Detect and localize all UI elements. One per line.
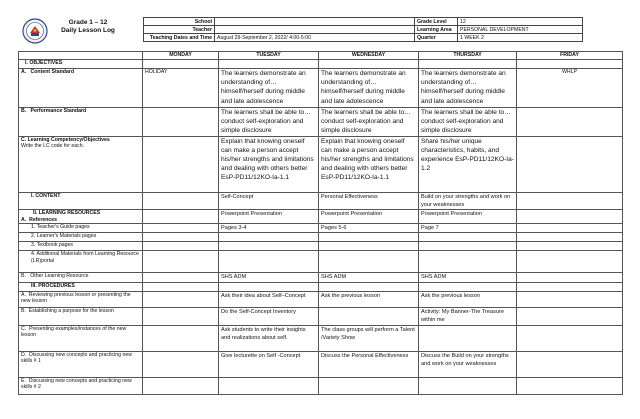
procedure-e-row: [19, 377, 623, 394]
other-thu: SHS ADM: [419, 273, 517, 282]
objectives-row: [19, 60, 623, 69]
pc-wed: The class groups will perform a Talent /Variety Show: [319, 325, 419, 351]
procedure-a-row: [19, 291, 623, 307]
quarter-label: Quarter: [415, 34, 458, 42]
pa-tue: Ask their idea about Self–Concept: [219, 291, 319, 307]
pb-thu: Activity: My Banner-The Treasure within me: [419, 307, 517, 325]
school-value: [215, 18, 415, 26]
pa-thu: Ask the previous lesson: [419, 291, 517, 307]
day-wednesday: WEDNESDAY: [319, 52, 419, 60]
content-standard-thu: The learners demonstrate an understanding of… himself/herself during middle and late adolescence: [419, 69, 517, 108]
performance-standard-thu: The learners shall be able to… conduct self-exploration and simple disclosure: [419, 108, 517, 137]
competency-thu: Share his/her unique characteristics, habits, and experience EsP-PD11/12KO-Ia-1.2: [419, 136, 517, 192]
pd-wed: Discuss the Personal Effectiveness: [319, 351, 419, 377]
school-label: School: [144, 18, 215, 26]
dates-value: August 29-September 2, 2022/ 4:00-5:00: [215, 34, 415, 42]
tg-row: [19, 224, 623, 233]
teacher-value: [215, 26, 415, 34]
other-resource-row: [19, 273, 623, 282]
procedure-a-label: A. Reviewing previous lesson or presenting the new lesson: [19, 291, 143, 307]
pb-tue: Do the Self-Concept Inventory: [219, 307, 319, 325]
competency-note: Write the LC code for each.: [21, 143, 85, 150]
header-info-table: [143, 17, 583, 42]
competency-wed: Explain that knowing oneself can make a person accept his/her strengths and limitations and dealing with others better EsP-PD11/12KO-Ia-1.1: [319, 136, 419, 192]
procedures-heading: III. PROCEDURES: [19, 282, 143, 291]
dates-label: Teaching Dates and Time: [144, 34, 215, 42]
resources-heading: II. LEARNING RESOURCES A. References: [19, 210, 143, 224]
procedure-b-row: [19, 307, 623, 325]
tb-label: 3. Textbook pages: [19, 242, 143, 251]
resources-tue: Powerpoint Presentation: [219, 210, 319, 224]
tg-thu: Page 7: [419, 224, 517, 233]
content-row: [19, 192, 623, 209]
content-heading: I. CONTENT: [19, 192, 143, 209]
content-standard-label: A. Content Standard: [19, 69, 143, 108]
other-wed: SHS ADM: [319, 273, 419, 282]
lm-row: [19, 233, 623, 242]
pc-tue: Ask students to write their insights and realizations about self.: [219, 325, 319, 351]
day-friday: FRIDAY: [517, 52, 623, 60]
performance-standard-label: B. Performance Standard: [19, 108, 143, 137]
performance-standard-row: [19, 108, 623, 137]
performance-standard-tue: The learners shall be able to… conduct self-exploration and simple disclosure: [219, 108, 319, 137]
day-header-row: [19, 52, 623, 60]
tg-wed: Pages 5-6: [319, 224, 419, 233]
corner-cell: [19, 52, 143, 60]
objectives-heading: I. OBJECTIVES: [19, 60, 143, 69]
monday-holiday: HOLIDAY: [143, 69, 219, 108]
tg-label: 1. Teacher's Guide pages: [19, 224, 143, 233]
content-wed: Personal Effectiveness: [319, 192, 419, 209]
grade-level-label: Grade Level: [415, 18, 458, 26]
lesson-grid: [18, 51, 623, 395]
lr-row: [19, 251, 623, 273]
teacher-label: Teacher: [144, 26, 215, 34]
learning-area-value: PERSONAL DEVELOPMENT: [458, 26, 583, 34]
day-monday: MONDAY: [143, 52, 219, 60]
resources-wed: Powerpoint Presentation: [319, 210, 419, 224]
pa-wed: Ask the previous lesson: [319, 291, 419, 307]
content-tue: Self-Concept: [219, 192, 319, 209]
other-resource-label: B. Other Learning Resource: [19, 273, 143, 282]
competency-row: [19, 136, 623, 192]
procedure-d-row: [19, 351, 623, 377]
lr-label: 4. Additional Materials from Learning Resource (LR)portal: [19, 251, 143, 273]
tg-tue: Pages 3-4: [219, 224, 319, 233]
pd-thu: Discuss the Build on your strengths and work on your weaknesses: [419, 351, 517, 377]
log-title: [48, 19, 128, 35]
procedure-e-label: E. Discussing new concepts and practicing new skills # 2: [19, 377, 143, 394]
quarter-value: 1 WEEK 2: [458, 34, 583, 42]
competency-tue: Explain that knowing oneself can make a person accept his/her strengths and limitations and dealing with others better EsP-PD11/12KO-Ia-1.1: [219, 136, 319, 192]
pd-tue: Give lecturette on Self -Concept: [219, 351, 319, 377]
day-tuesday: TUESDAY: [219, 52, 319, 60]
competency-label: C. Learning Competency/Objectives Write the LC code for each.: [19, 136, 143, 192]
performance-standard-wed: The learners shall be able to… conduct self-exploration and simple disclosure: [319, 108, 419, 137]
friday-whlp: WHLP: [517, 69, 623, 108]
other-tue: SHS ADM: [219, 273, 319, 282]
lm-label: 2. Learner's Materials pages: [19, 233, 143, 242]
resources-thu: Powerpoint Presentation: [419, 210, 517, 224]
resources-row: [19, 210, 623, 224]
title-dll: Daily Lesson Log: [61, 27, 115, 34]
content-standard-tue: The learners demonstrate an understanding of… himself/herself during middle and late adolescence: [219, 69, 319, 108]
content-thu: Build on your strengths and work on your weaknesses: [419, 192, 517, 209]
title-grade: Grade 1 – 12: [68, 19, 108, 26]
procedures-row: [19, 282, 623, 291]
procedure-b-label: B. Establishing a purpose for the lesson: [19, 307, 143, 325]
procedure-d-label: D. Discussing new concepts and practicing new skills # 1: [19, 351, 143, 377]
procedure-c-row: [19, 325, 623, 351]
deped-seal-icon: [22, 18, 48, 44]
learning-area-label: Learning Area: [415, 26, 458, 34]
tb-row: [19, 242, 623, 251]
procedure-c-label: C. Presenting examples/instances of the new lesson: [19, 325, 143, 351]
day-thursday: THURSDAY: [419, 52, 517, 60]
content-standard-wed: The learners demonstrate an understanding of… himself/herself during middle and late adolescence: [319, 69, 419, 108]
grade-level-value: 12: [458, 18, 583, 26]
content-standard-row: [19, 69, 623, 108]
